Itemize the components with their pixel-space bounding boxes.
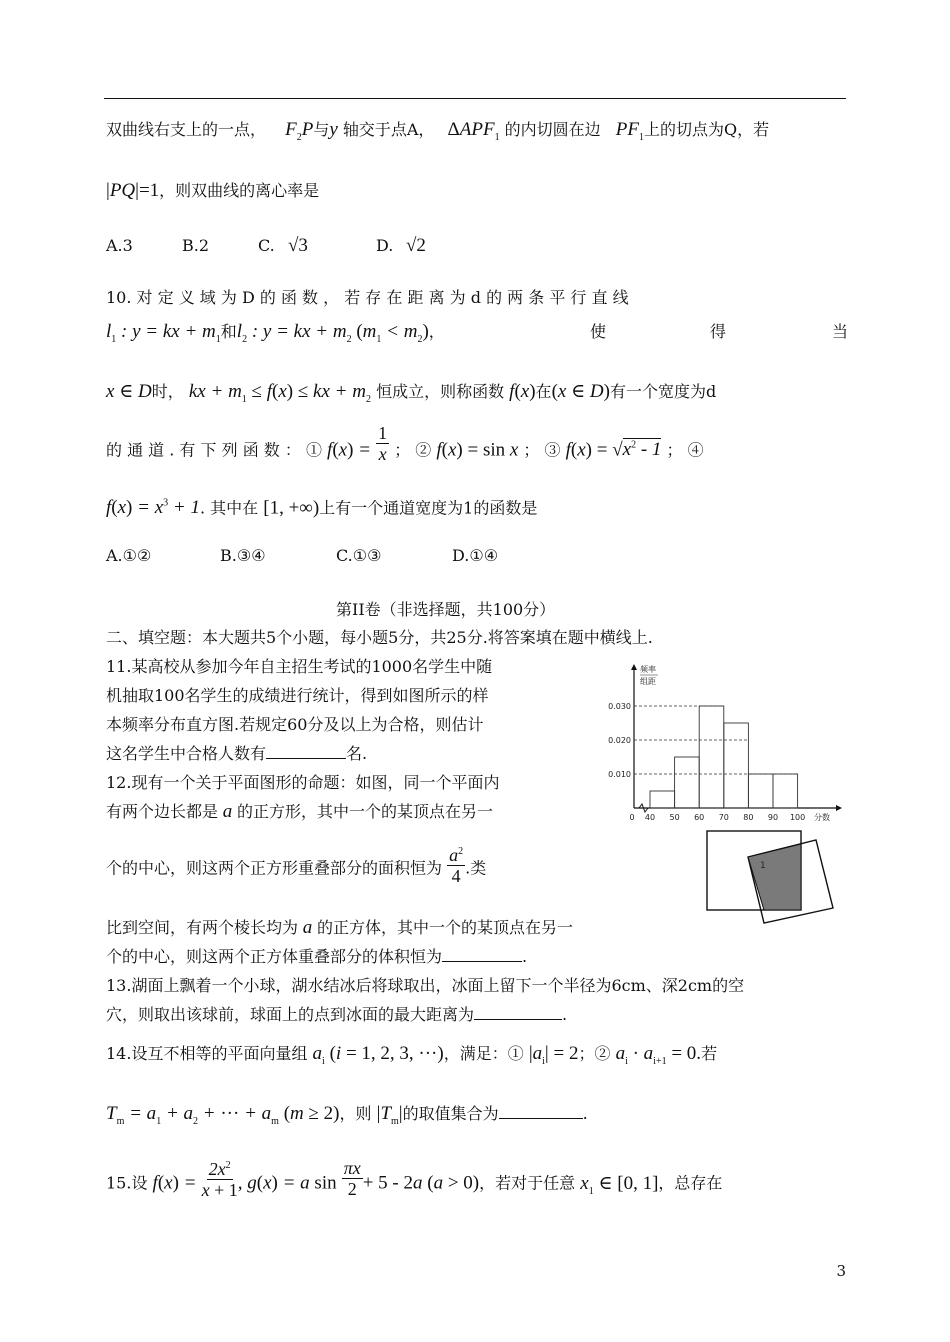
q10-text-6: 上有一个通道宽度为1的函数是 xyxy=(319,498,538,518)
q9-options xyxy=(106,236,426,256)
y-tick-label: 0.010 xyxy=(608,770,631,779)
q14-text-0: 14.设互不相等的平面向量组 xyxy=(106,1044,308,1063)
q12-line1: 12.现有一个关于平面图形的命题：如图，同一个平面内 xyxy=(106,773,500,792)
x-tick-label: 60 xyxy=(694,813,705,822)
q9-math-y: y xyxy=(329,119,338,140)
q10-text-3a: 恒成立，则称函数 xyxy=(376,382,505,401)
q9-text-5: ，则双曲线的离心率是 xyxy=(159,181,320,200)
q12-text-5: 比到空间，有两个棱长均为 xyxy=(106,918,299,937)
q11-line3: 本频率分布直方图.若规定60分及以上为合格，则估计 xyxy=(106,715,484,734)
q11-text-5: 名. xyxy=(346,744,368,763)
q10-text-2c: 当 xyxy=(832,322,849,341)
q12-math-a: a xyxy=(218,801,238,822)
q9-math-pq: |PQ|=1 xyxy=(106,180,160,201)
q10-text-4: 的 通 道 . 有 下 列 函 数 ： ① xyxy=(106,440,322,460)
q10-option-c: C.①③ xyxy=(336,546,382,565)
q10-math-fx-in: f(x)在(x ∈ D) xyxy=(509,381,610,402)
q12-text-7: 个的中心，则这两个正方体重叠部分的体积恒为 xyxy=(106,947,443,966)
q14-text-2: ；② xyxy=(578,1044,611,1063)
q15-line1 xyxy=(106,1157,723,1201)
q15-math-g-rest: + 5 - 2a (a > 0) xyxy=(362,1172,480,1194)
q9-option-d: D. xyxy=(376,236,394,255)
histogram-bar xyxy=(699,706,724,808)
q13-line1: 13.湖面上飘着一个小球，湖水结冰后将球取出，冰面上留下一个半径为6cm、深2cm的空 xyxy=(106,976,745,995)
y-tick-label: 0.030 xyxy=(608,702,631,711)
q10-text-3b: 有一个宽度为d xyxy=(609,382,717,401)
q12-line3 xyxy=(106,845,487,886)
y-axis-label: 频率 xyxy=(640,665,656,674)
q10-line5 xyxy=(106,494,537,518)
q10-fn4: $f(x) = x^3 + 1$ xyxy=(106,497,200,519)
q15-text-0: 15.设 xyxy=(106,1173,148,1193)
histogram-bar xyxy=(724,723,749,808)
q15-math-x1: $x_1$ ∈ [0, 1] xyxy=(580,1172,659,1197)
q14-line2 xyxy=(106,1104,588,1132)
overlapping-squares-figure xyxy=(706,830,838,930)
q9-with: 与 xyxy=(313,120,330,139)
q14-text-6: . xyxy=(582,1104,588,1123)
q12-text-2: 的正方形，其中一个的某顶点在另一 xyxy=(237,802,494,821)
q9-line1 xyxy=(106,120,769,148)
x-tick-label: 70 xyxy=(718,813,729,822)
q12-text-1: 有两个边长都是 xyxy=(106,802,219,821)
x-tick-label: 40 xyxy=(644,813,656,822)
q14-text-1: ，满足：① xyxy=(443,1044,524,1063)
section-intro: 二、填空题：本大题共5个小题，每小题5分，共25分.将答案填在题中横线上. xyxy=(106,628,653,647)
q9-option-c-math: √3 xyxy=(288,235,308,256)
q11-answer-blank[interactable] xyxy=(266,744,346,759)
q10-math-lines: $l_1$ : y = kx + $m_1$和$l_2$ : y = kx + $m_2$ $(m_1 < m_2)$ xyxy=(106,321,429,345)
q15-frac-f: $\frac{2x^2}{x + 1}$ xyxy=(202,1156,238,1200)
q9-option-d-math: √2 xyxy=(406,235,426,256)
q10-line1: 10. 对 定 义 域 为 D 的 函 数 ， 若 存 在 距 离 为 d 的 两 条 平 行 直 线 xyxy=(106,288,629,307)
q15-text-2: ，总存在 xyxy=(658,1173,723,1193)
histogram-bar xyxy=(675,757,700,808)
q12-line2 xyxy=(106,802,493,822)
q9-math-triangle: $\Delta APF_1$ xyxy=(447,119,500,143)
q10-options xyxy=(106,546,498,566)
q13-text-2: . xyxy=(562,1005,568,1024)
q10-fn2: f(x) = sin x xyxy=(436,439,519,461)
q9-option-b: B.2 xyxy=(182,236,210,255)
q13-line2 xyxy=(106,1005,567,1025)
y-axis-arrow xyxy=(631,664,637,670)
q13-text-1: 穴，则取出该球前，球面上的点到冰面的最大距离为 xyxy=(106,1005,475,1024)
q14-text-3: 若 xyxy=(701,1044,718,1063)
q12-answer-blank[interactable] xyxy=(442,947,522,962)
q10-math-domain: x ∈ D时 xyxy=(106,381,168,402)
y-axis-label-2: 组距 xyxy=(640,677,656,686)
q12-frac-a2-4: $\frac{a^2}{4}$ xyxy=(447,842,465,886)
q10-line2: $l_1$ : y = kx + $m_1$和$l_2$ : y = kx + $m_2$ $(m_1 < m_2)$， 使 得 当 xyxy=(106,321,849,345)
q15-math-f: f(x) = xyxy=(152,1172,197,1194)
page-number: 3 xyxy=(836,1262,846,1280)
q11-line4 xyxy=(106,744,367,764)
q14-line1 xyxy=(106,1044,717,1072)
q15-math-g: , g(x) = a sin xyxy=(237,1172,337,1194)
q14-answer-blank[interactable] xyxy=(499,1104,583,1119)
q15-text-1: ，若对于任意 xyxy=(479,1173,576,1193)
q9-line2 xyxy=(106,181,319,201)
q10-math-ineq: kx + $m_1 \le f(x)$ ≤ kx + $m_2$ xyxy=(188,381,371,405)
x-axis-arrow xyxy=(836,805,842,811)
q10-fn1: f(x) = xyxy=(327,439,371,461)
q9-math-f2p: $F_2P$ xyxy=(285,119,314,143)
q9-option-a: A.3 xyxy=(106,236,133,255)
q10-option-d: D.①④ xyxy=(452,546,499,565)
histogram-bar xyxy=(748,774,773,808)
q11-line2: 机抽取100名学生的成绩进行统计，得到如图所示的样 xyxy=(106,686,489,705)
x-tick-label: 80 xyxy=(743,813,754,822)
q11-line1: 11.某高校从参加今年自主招生考试的1000名学生中随 xyxy=(106,657,493,676)
q9-text-1: 双曲线右支上的一点， xyxy=(106,120,267,139)
q10-fn1-frac: $\frac{1}{x}$ xyxy=(378,423,388,465)
q12-text-3: 个的中心，则这两个正方形重叠部分的面积恒为 xyxy=(106,858,443,878)
q10-text-2a: 使 xyxy=(590,322,607,341)
histogram-bar xyxy=(773,774,798,808)
q13-answer-blank[interactable] xyxy=(474,1005,562,1020)
q12-line5 xyxy=(106,947,527,967)
q10-option-b: B.③④ xyxy=(220,546,266,565)
section-title: 第II卷（非选择题，共100分） xyxy=(336,600,556,619)
q9-text-4: 上的切点为Q，若 xyxy=(644,120,770,139)
x-tick-label: 0 xyxy=(629,813,635,822)
center-label: 1 xyxy=(760,861,766,871)
q14-cond2: $a_i \cdot a_{i+1} = 0$. xyxy=(615,1043,702,1067)
q10-line3: x ∈ D时， kx + $m_1 \le f(x)$ ≤ kx + $m_2$ 恒成立，则称函数 f(x)在(x ∈ D)有一个宽度为d xyxy=(106,381,717,405)
q14-math-ai: $a_i$ (i = 1, 2, 3, ···) xyxy=(312,1043,444,1067)
q12-text-4: .类 xyxy=(465,858,487,878)
q12-line4 xyxy=(106,918,573,938)
x-tick-label: 50 xyxy=(669,813,680,822)
q12-math-a2: a xyxy=(298,917,318,938)
x-tick-label: 90 xyxy=(767,813,779,822)
q9-option-c: C. xyxy=(258,236,275,255)
q10-option-a: A.①② xyxy=(106,546,152,565)
q12-text-6: 的正方体，其中一个的某顶点在另一 xyxy=(317,918,574,937)
q10-text-2b: 得 xyxy=(710,322,727,341)
histogram-figure xyxy=(600,664,846,824)
q14-text-5: 的取值集合为 xyxy=(402,1104,499,1123)
q14-math-tm: $T_m = a_1 + a_2$ + ··· + $a_m$ (m ≥ 2) xyxy=(106,1103,340,1127)
q14-math-abs-tm: $|T_m|$ xyxy=(376,1103,403,1127)
x-axis-label: 分数 xyxy=(814,813,830,822)
q12-text-8: . xyxy=(522,947,528,966)
q10-fn3: $f(x) = √x^2 - 1$ xyxy=(565,439,662,461)
q10-text-5: . 其中在 xyxy=(199,498,259,518)
histogram-bar xyxy=(650,791,675,808)
q10-interval: [1, +∞) xyxy=(263,497,320,519)
x-tick-label: 100 xyxy=(789,813,806,822)
y-tick-label: 0.020 xyxy=(608,736,631,745)
overlap-region xyxy=(748,844,801,910)
q10-line4: 的 通 道 . 有 下 列 函 数 ： ① f(x) = $\frac{1}{x}$ ； ② f(x) = sin x ； ③ $f(x) = √x^2 - 1$ ； ④ xyxy=(106,423,704,465)
q9-text-2: 轴交于点A， xyxy=(342,120,435,139)
q14-text-4: ，则 xyxy=(339,1104,372,1123)
header-rule xyxy=(104,98,846,99)
q9-text-3: 的内切圆在边 xyxy=(504,120,601,139)
q11-text-4: 这名学生中合格人数有 xyxy=(106,744,267,763)
q14-cond1: $|a_i| = 2$ xyxy=(528,1043,579,1067)
q15-frac-pix: $\frac{\pi x}{2}$ xyxy=(343,1157,361,1199)
q9-math-pf1: $PF_1$ xyxy=(615,119,644,143)
